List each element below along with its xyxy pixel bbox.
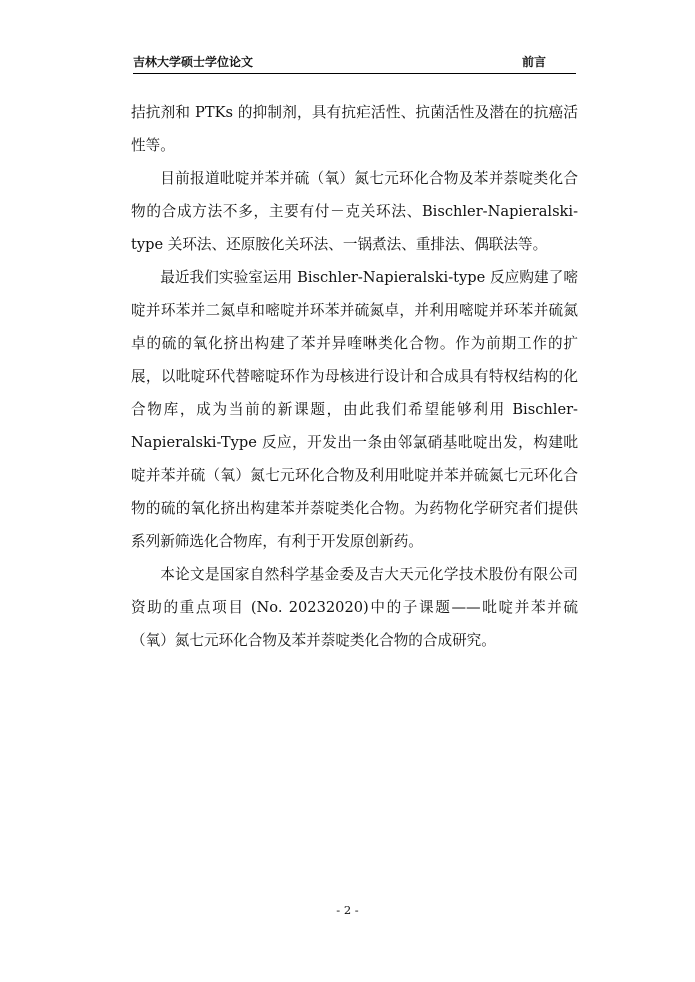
body-text [131,96,578,657]
paragraph-funding: 本论文是国家自然科学基金委及吉大天元化学技术股份有限公司资助的重点项目 (No. 20232020)中的子课题——吡啶并苯并硫（氧）氮七元环化合物及苯并萘啶类化合物的合成研究。 [131,566,578,649]
running-header [133,54,576,74]
page-number: - 2 - [336,903,359,917]
header-chapter-title: 前言 [521,55,546,69]
header-rule [133,73,576,74]
paragraph-recent-work: 最近我们实验室运用 Bischler-Napieralski-type 反应购建了嘧啶并环苯并二氮卓和嘧啶并环苯并硫氮卓，并利用嘧啶并环苯并硫氮卓的硫的氧化挤出构建了苯并异喹啉类化合物。作为前期工作的扩展，以吡啶环代替嘧啶环作为母核进行设计和合成具有特权结构的化合物库，成为当前的新课题，由此我们希望能够利用 Bischler-Napieralski-Type 反应，开发出一条由邻氯硝基吡啶出发，构建吡啶并苯并硫（氧）氮七元环化合物及利用吡啶并苯并硫氮七元环化合物的硫的氧化挤出构建苯并萘啶类化合物。为药物化学研究者们提供系列新筛选化合物库，有利于开发原创新药。 [131,269,578,550]
paragraph-methods: 目前报道吡啶并苯并硫（氧）氮七元环化合物及苯并萘啶类化合物的合成方法不多，主要有付－克关环法、Bischler-Napieralski-type 关环法、还原胺化关环法、一锅煮法、重排法、偶联法等。 [131,170,578,253]
paragraph-continuation: 拮抗剂和 PTKs 的抑制剂，具有抗疟活性、抗菌活性及潜在的抗癌活性等。 [131,104,578,154]
header-thesis-title: 吉林大学硕士学位论文 [133,55,254,69]
